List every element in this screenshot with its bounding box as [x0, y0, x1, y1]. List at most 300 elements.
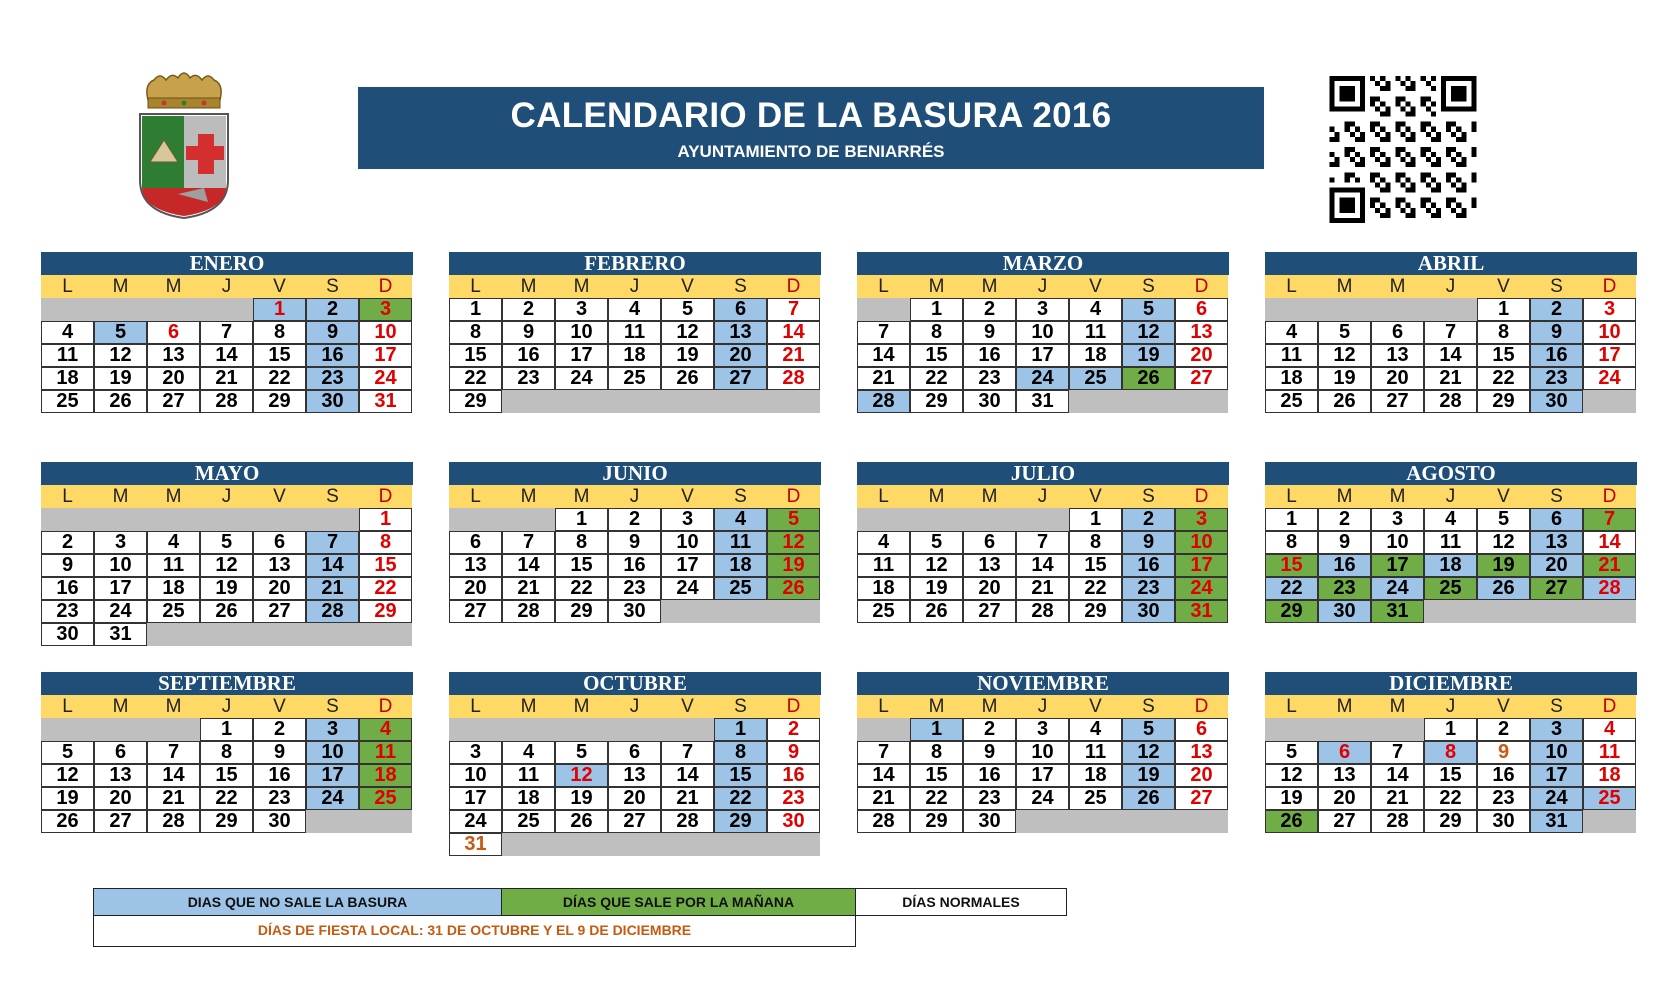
weekday-header: J — [1424, 275, 1477, 298]
month-noviembre — [857, 672, 1229, 833]
day-cell: 6 — [1371, 321, 1424, 344]
blank-cell — [1477, 600, 1530, 623]
day-cell: 26 — [767, 577, 820, 600]
day-cell: 25 — [1069, 367, 1122, 390]
day-cell: 20 — [963, 577, 1016, 600]
day-cell: 25 — [1265, 390, 1318, 413]
day-cell: 19 — [661, 344, 714, 367]
day-cell: 20 — [714, 344, 767, 367]
weekday-header: M — [94, 275, 147, 298]
day-cell: 26 — [910, 600, 963, 623]
day-cell: 4 — [147, 531, 200, 554]
day-cell: 15 — [910, 764, 963, 787]
blank-cell — [1318, 718, 1371, 741]
day-cell: 4 — [1069, 298, 1122, 321]
day-cell: 17 — [661, 554, 714, 577]
weekday-header: M — [963, 485, 1016, 508]
weekday-header: J — [1424, 485, 1477, 508]
day-cell: 23 — [1530, 367, 1583, 390]
day-cell: 15 — [1424, 764, 1477, 787]
day-cell: 22 — [449, 367, 502, 390]
day-cell: 7 — [1371, 741, 1424, 764]
day-cell: 13 — [1175, 321, 1228, 344]
day-cell: 4 — [359, 718, 412, 741]
blank-cell — [41, 298, 94, 321]
day-cell: 7 — [857, 321, 910, 344]
month-diciembre — [1265, 672, 1637, 833]
weekday-header: S — [714, 695, 767, 718]
day-cell: 5 — [661, 298, 714, 321]
day-cell: 24 — [1175, 577, 1228, 600]
day-cell: 5 — [767, 508, 820, 531]
weekday-header: S — [1122, 275, 1175, 298]
legend-normal-days: DÍAS NORMALES — [856, 888, 1067, 916]
day-cell: 17 — [1175, 554, 1228, 577]
day-cell: 2 — [41, 531, 94, 554]
day-cell: 13 — [714, 321, 767, 344]
weekday-header: M — [963, 695, 1016, 718]
day-cell: 11 — [147, 554, 200, 577]
weekday-header: D — [1175, 695, 1228, 718]
day-cell: 5 — [1122, 718, 1175, 741]
day-cell: 22 — [359, 577, 412, 600]
day-cell: 15 — [1265, 554, 1318, 577]
day-cell: 10 — [1175, 531, 1228, 554]
day-cell: 29 — [359, 600, 412, 623]
day-cell: 23 — [306, 367, 359, 390]
day-cell: 6 — [94, 741, 147, 764]
month-septiembre — [41, 672, 413, 833]
day-cell: 16 — [1477, 764, 1530, 787]
weekday-header: M — [1371, 695, 1424, 718]
weekday-header: D — [1583, 275, 1636, 298]
blank-cell — [661, 833, 714, 856]
day-cell: 28 — [1016, 600, 1069, 623]
day-cell: 23 — [41, 600, 94, 623]
day-cell: 7 — [147, 741, 200, 764]
day-cell: 5 — [1122, 298, 1175, 321]
day-cell: 27 — [963, 600, 1016, 623]
weekday-header: M — [1318, 485, 1371, 508]
day-cell: 20 — [1318, 787, 1371, 810]
weekday-header: V — [661, 275, 714, 298]
weekday-header: M — [94, 695, 147, 718]
day-cell: 20 — [147, 367, 200, 390]
day-cell: 8 — [253, 321, 306, 344]
day-cell: 15 — [714, 764, 767, 787]
month-febrero — [449, 252, 821, 413]
day-cell: 23 — [1122, 577, 1175, 600]
day-cell: 18 — [857, 577, 910, 600]
day-cell: 24 — [359, 367, 412, 390]
coat-of-arms-logo — [134, 70, 234, 220]
weekday-header: D — [359, 275, 412, 298]
weekday-header: L — [41, 485, 94, 508]
day-cell: 26 — [41, 810, 94, 833]
weekday-header: V — [253, 275, 306, 298]
day-cell: 27 — [1175, 787, 1228, 810]
day-cell: 16 — [608, 554, 661, 577]
weekday-header: S — [1530, 275, 1583, 298]
day-cell: 11 — [1069, 321, 1122, 344]
blank-cell — [555, 718, 608, 741]
day-cell: 26 — [555, 810, 608, 833]
day-cell: 28 — [200, 390, 253, 413]
weekday-header: M — [555, 485, 608, 508]
day-cell: 27 — [1175, 367, 1228, 390]
day-cell: 11 — [608, 321, 661, 344]
day-cell: 4 — [857, 531, 910, 554]
day-cell: 16 — [1530, 344, 1583, 367]
day-cell: 8 — [200, 741, 253, 764]
day-cell: 5 — [200, 531, 253, 554]
blank-cell — [857, 718, 910, 741]
weekday-header: V — [1477, 275, 1530, 298]
day-cell: 25 — [857, 600, 910, 623]
day-cell: 31 — [1530, 810, 1583, 833]
day-cell: 20 — [1371, 367, 1424, 390]
day-cell: 3 — [449, 741, 502, 764]
day-cell: 6 — [147, 321, 200, 344]
day-cell: 14 — [1583, 531, 1636, 554]
day-cell: 10 — [449, 764, 502, 787]
day-cell: 2 — [963, 718, 1016, 741]
blank-cell — [502, 718, 555, 741]
day-cell: 3 — [1530, 718, 1583, 741]
blank-cell — [1371, 718, 1424, 741]
day-cell: 10 — [1530, 741, 1583, 764]
weekday-header: S — [306, 485, 359, 508]
weekday-header: V — [253, 695, 306, 718]
day-cell: 21 — [661, 787, 714, 810]
weekday-header: J — [1424, 695, 1477, 718]
day-cell: 24 — [1530, 787, 1583, 810]
weekday-header: L — [857, 275, 910, 298]
day-cell: 19 — [910, 577, 963, 600]
weekday-header: D — [359, 695, 412, 718]
weekday-header: M — [502, 275, 555, 298]
weekday-header: L — [1265, 485, 1318, 508]
month-enero — [41, 252, 413, 413]
weekday-header: S — [714, 485, 767, 508]
day-cell: 29 — [910, 810, 963, 833]
day-cell: 27 — [253, 600, 306, 623]
month-agosto — [1265, 462, 1637, 623]
day-cell: 14 — [1424, 344, 1477, 367]
day-cell: 12 — [1265, 764, 1318, 787]
weekday-header: M — [1371, 275, 1424, 298]
weekday-header: L — [449, 275, 502, 298]
legend-morning-collection: DÍAS QUE SALE POR LA MAÑANA — [502, 888, 856, 916]
day-cell: 6 — [963, 531, 1016, 554]
day-cell: 12 — [41, 764, 94, 787]
blank-cell — [253, 623, 306, 646]
day-cell: 18 — [502, 787, 555, 810]
weekday-header: V — [1069, 275, 1122, 298]
day-cell: 2 — [1530, 298, 1583, 321]
weekday-header: M — [555, 695, 608, 718]
day-cell: 23 — [767, 787, 820, 810]
day-cell: 9 — [963, 741, 1016, 764]
month-title: FEBRERO — [449, 252, 821, 275]
day-cell: 28 — [1583, 577, 1636, 600]
blank-cell — [147, 718, 200, 741]
day-cell: 1 — [555, 508, 608, 531]
day-cell: 8 — [714, 741, 767, 764]
day-cell: 7 — [767, 298, 820, 321]
day-cell: 2 — [1122, 508, 1175, 531]
day-cell: 1 — [714, 718, 767, 741]
weekday-header: M — [555, 275, 608, 298]
blank-cell — [359, 810, 412, 833]
page-subtitle: AYUNTAMIENTO DE BENIARRÉS — [677, 142, 945, 161]
day-cell: 26 — [1122, 787, 1175, 810]
day-cell: 8 — [1265, 531, 1318, 554]
day-cell: 20 — [253, 577, 306, 600]
day-cell: 17 — [359, 344, 412, 367]
month-title: JULIO — [857, 462, 1229, 485]
day-cell: 30 — [963, 810, 1016, 833]
day-cell: 21 — [1583, 554, 1636, 577]
day-cell: 27 — [94, 810, 147, 833]
day-cell: 22 — [1477, 367, 1530, 390]
day-cell: 2 — [767, 718, 820, 741]
day-cell: 16 — [767, 764, 820, 787]
day-cell: 10 — [359, 321, 412, 344]
weekday-header: L — [857, 485, 910, 508]
day-cell: 9 — [963, 321, 1016, 344]
day-cell: 14 — [502, 554, 555, 577]
blank-cell — [1583, 390, 1636, 413]
day-cell: 13 — [963, 554, 1016, 577]
day-cell: 15 — [1477, 344, 1530, 367]
blank-cell — [449, 718, 502, 741]
day-cell: 29 — [1424, 810, 1477, 833]
day-cell: 9 — [306, 321, 359, 344]
day-cell: 17 — [1583, 344, 1636, 367]
weekday-header: L — [1265, 275, 1318, 298]
day-cell: 3 — [1016, 718, 1069, 741]
day-cell: 11 — [1265, 344, 1318, 367]
day-cell: 8 — [449, 321, 502, 344]
blank-cell — [1424, 298, 1477, 321]
weekday-header: L — [857, 695, 910, 718]
blank-cell — [555, 833, 608, 856]
day-cell: 11 — [857, 554, 910, 577]
day-cell: 30 — [253, 810, 306, 833]
blank-cell — [767, 833, 820, 856]
blank-cell — [1530, 600, 1583, 623]
day-cell: 1 — [253, 298, 306, 321]
weekday-header: J — [1016, 695, 1069, 718]
weekday-header: V — [1477, 695, 1530, 718]
day-cell: 7 — [661, 741, 714, 764]
day-cell: 8 — [1069, 531, 1122, 554]
page-title: CALENDARIO DE LA BASURA 2016 — [510, 96, 1112, 135]
weekday-header: M — [910, 485, 963, 508]
day-cell: 3 — [359, 298, 412, 321]
day-cell: 15 — [253, 344, 306, 367]
day-cell: 23 — [1318, 577, 1371, 600]
day-cell: 1 — [449, 298, 502, 321]
day-cell: 4 — [608, 298, 661, 321]
weekday-header: V — [1069, 695, 1122, 718]
day-cell: 3 — [555, 298, 608, 321]
day-cell: 12 — [94, 344, 147, 367]
day-cell: 15 — [555, 554, 608, 577]
blank-cell — [449, 508, 502, 531]
blank-cell — [147, 298, 200, 321]
day-cell: 7 — [1583, 508, 1636, 531]
day-cell: 11 — [1583, 741, 1636, 764]
day-cell: 14 — [857, 764, 910, 787]
day-cell: 17 — [449, 787, 502, 810]
day-cell: 20 — [1175, 344, 1228, 367]
day-cell: 21 — [1424, 367, 1477, 390]
day-cell: 6 — [714, 298, 767, 321]
blank-cell — [608, 833, 661, 856]
day-cell: 30 — [963, 390, 1016, 413]
weekday-header: M — [910, 275, 963, 298]
day-cell: 31 — [1175, 600, 1228, 623]
day-cell: 4 — [1069, 718, 1122, 741]
day-cell: 11 — [41, 344, 94, 367]
day-cell: 10 — [306, 741, 359, 764]
blank-cell — [661, 600, 714, 623]
weekday-header: M — [147, 695, 200, 718]
blank-cell — [1175, 390, 1228, 413]
day-cell: 14 — [200, 344, 253, 367]
day-cell: 26 — [1265, 810, 1318, 833]
day-cell: 24 — [306, 787, 359, 810]
weekday-header: M — [147, 485, 200, 508]
day-cell: 2 — [502, 298, 555, 321]
weekday-header: M — [1318, 275, 1371, 298]
day-cell: 8 — [359, 531, 412, 554]
day-cell: 19 — [1122, 764, 1175, 787]
weekday-header: D — [767, 695, 820, 718]
weekday-header: L — [449, 695, 502, 718]
month-title: SEPTIEMBRE — [41, 672, 413, 695]
blank-cell — [147, 508, 200, 531]
weekday-header: D — [1583, 485, 1636, 508]
day-cell: 11 — [714, 531, 767, 554]
day-cell: 10 — [1016, 321, 1069, 344]
day-cell: 3 — [94, 531, 147, 554]
day-cell: 9 — [253, 741, 306, 764]
day-cell: 24 — [1583, 367, 1636, 390]
day-cell: 24 — [449, 810, 502, 833]
day-cell: 21 — [502, 577, 555, 600]
day-cell: 20 — [94, 787, 147, 810]
day-cell: 2 — [253, 718, 306, 741]
day-cell: 9 — [41, 554, 94, 577]
day-cell: 25 — [41, 390, 94, 413]
blank-cell — [1122, 390, 1175, 413]
day-cell: 22 — [910, 367, 963, 390]
blank-cell — [502, 833, 555, 856]
blank-cell — [1016, 508, 1069, 531]
day-cell: 5 — [41, 741, 94, 764]
month-title: OCTUBRE — [449, 672, 821, 695]
day-cell: 10 — [94, 554, 147, 577]
day-cell: 1 — [910, 298, 963, 321]
weekday-header: S — [714, 275, 767, 298]
day-cell: 14 — [661, 764, 714, 787]
day-cell: 13 — [1530, 531, 1583, 554]
weekday-header: S — [306, 275, 359, 298]
weekday-header: S — [1122, 485, 1175, 508]
day-cell: 27 — [1530, 577, 1583, 600]
day-cell: 4 — [502, 741, 555, 764]
month-title: NOVIEMBRE — [857, 672, 1229, 695]
day-cell: 11 — [359, 741, 412, 764]
day-cell: 14 — [1371, 764, 1424, 787]
day-cell: 12 — [1477, 531, 1530, 554]
day-cell: 28 — [147, 810, 200, 833]
day-cell: 5 — [1318, 321, 1371, 344]
qr-code — [1322, 76, 1484, 223]
day-cell: 13 — [253, 554, 306, 577]
day-cell: 9 — [502, 321, 555, 344]
day-cell: 14 — [147, 764, 200, 787]
day-cell: 5 — [910, 531, 963, 554]
blank-cell — [1265, 298, 1318, 321]
day-cell: 2 — [963, 298, 1016, 321]
day-cell: 30 — [608, 600, 661, 623]
month-title: AGOSTO — [1265, 462, 1637, 485]
weekday-header: V — [253, 485, 306, 508]
day-cell: 2 — [1318, 508, 1371, 531]
day-cell: 21 — [200, 367, 253, 390]
blank-cell — [608, 390, 661, 413]
day-cell: 10 — [1371, 531, 1424, 554]
blank-cell — [306, 810, 359, 833]
day-cell: 10 — [555, 321, 608, 344]
day-cell: 4 — [714, 508, 767, 531]
weekday-header: S — [1122, 695, 1175, 718]
month-title: ABRIL — [1265, 252, 1637, 275]
day-cell: 30 — [767, 810, 820, 833]
day-cell: 25 — [502, 810, 555, 833]
day-cell: 5 — [94, 321, 147, 344]
blank-cell — [200, 298, 253, 321]
day-cell: 14 — [1016, 554, 1069, 577]
day-cell: 19 — [1477, 554, 1530, 577]
day-cell: 30 — [1318, 600, 1371, 623]
day-cell: 13 — [608, 764, 661, 787]
day-cell: 12 — [200, 554, 253, 577]
day-cell: 8 — [1477, 321, 1530, 344]
weekday-header: M — [1318, 695, 1371, 718]
weekday-header: J — [200, 485, 253, 508]
weekday-header: L — [41, 275, 94, 298]
day-cell: 17 — [1016, 764, 1069, 787]
day-cell: 10 — [1583, 321, 1636, 344]
day-cell: 26 — [1477, 577, 1530, 600]
day-cell: 6 — [1530, 508, 1583, 531]
weekday-header: J — [608, 275, 661, 298]
day-cell: 22 — [910, 787, 963, 810]
day-cell: 30 — [41, 623, 94, 646]
month-title: ENERO — [41, 252, 413, 275]
day-cell: 9 — [1122, 531, 1175, 554]
day-cell: 15 — [449, 344, 502, 367]
day-cell: 31 — [94, 623, 147, 646]
day-cell: 22 — [1265, 577, 1318, 600]
weekday-header: D — [767, 275, 820, 298]
day-cell: 28 — [857, 390, 910, 413]
